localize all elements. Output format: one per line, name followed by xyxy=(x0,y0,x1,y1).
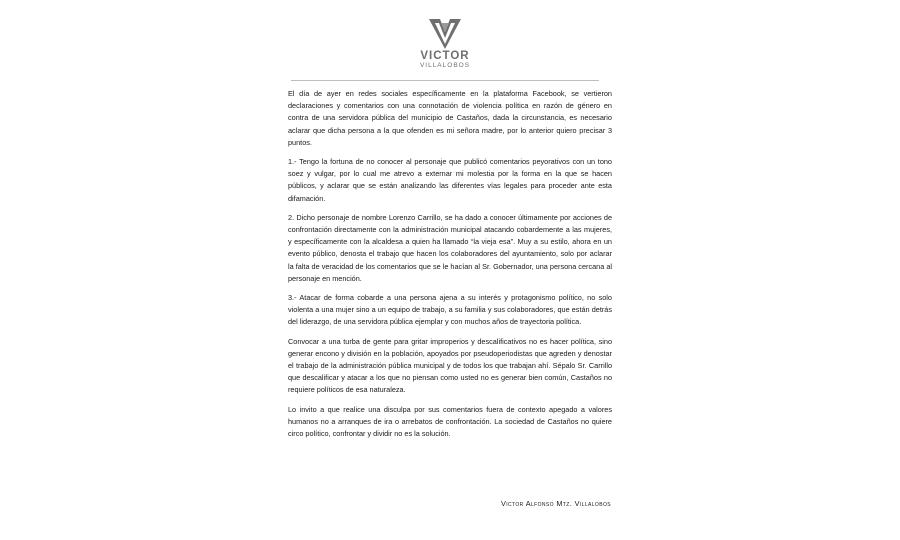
signature: Victor Alfonso Mtz. Villalobos xyxy=(500,499,611,508)
logo-surname: VILLALOBOS xyxy=(419,62,471,69)
paragraph-convocar: Convocar a una turba de gente para gritar improperios y descalificativos no es hacer política, sino generar encono y división en la población, apoyados por pseudoperiodistas que agreden y denostar el trabajo de la administración pública municipal y de todos los que trabajan ahí. Sépalo Sr. Carrillo que descalificar y atacar a los que no piensan como usted no es generar bien común, Castaños no requiere políticos de esa naturaleza. xyxy=(288,336,612,395)
letter-body xyxy=(288,88,612,447)
paragraph-point-1: 1.- Tengo la fortuna de no conocer al personaje que publicó comentarios peyorativos con un tono soez y vulgar, por lo cual me atrevo a externar mi molestia por la forma en la que se hacen públicos, y aclarar que se están analizando las diferentes vías legales para proceder ante esta difamación. xyxy=(288,157,612,203)
logo xyxy=(413,18,477,69)
paragraph-closing: Lo invito a que realice una disculpa por sus comentarios fuera de contexto apegado a valores humanos no a arranques de ira o arrebatos de confrontación. La sociedad de Castaños no quiere circo político, confrontar y dividir no es la solución. xyxy=(288,404,612,439)
paragraph-point-2: 2. Dicho personaje de nombre Lorenzo Carrillo, se ha dado a conocer últimamente por acciones de confrontación directamente con la administración municipal atacando cobardemente a las mujeres, y específicamente con la alcaldesa a quien ha llamado “la vieja esa”. Muy a su estilo, ahora en un evento público, denosta el trabajo que hacen los colaboradores del ayuntamiento, solo por aclarar la falta de veracidad de los comentarios que se le hacían al Sr. Gobernador, una persona cercana al personaje en mención. xyxy=(288,212,612,283)
header-divider xyxy=(291,80,599,81)
logo-name: VICTOR xyxy=(420,50,470,62)
paragraph-point-3: 3.- Atacar de forma cobarde a una persona ajena a su interés y protagonismo político, no solo violenta a una mujer sino a un equipo de trabajo, a su familia y sus colaboradores, que están detrás del liderazgo, de una servidora pública ejemplar y con muchos años de trayectoria política. xyxy=(288,293,612,327)
paragraph-intro: El día de ayer en redes sociales específicamente en la plataforma Facebook, se vertieron declaraciones y comentarios con una connotación de violencia política en razón de género en contra de una servidora pública del municipio de Castaños, dada la circunstancia, es necesario aclarar que dicha persona a la que ofenden es mi señora madre, por lo anterior quiero precisar 3 puntos. xyxy=(288,89,612,147)
v-shield-logo-icon xyxy=(428,18,462,50)
